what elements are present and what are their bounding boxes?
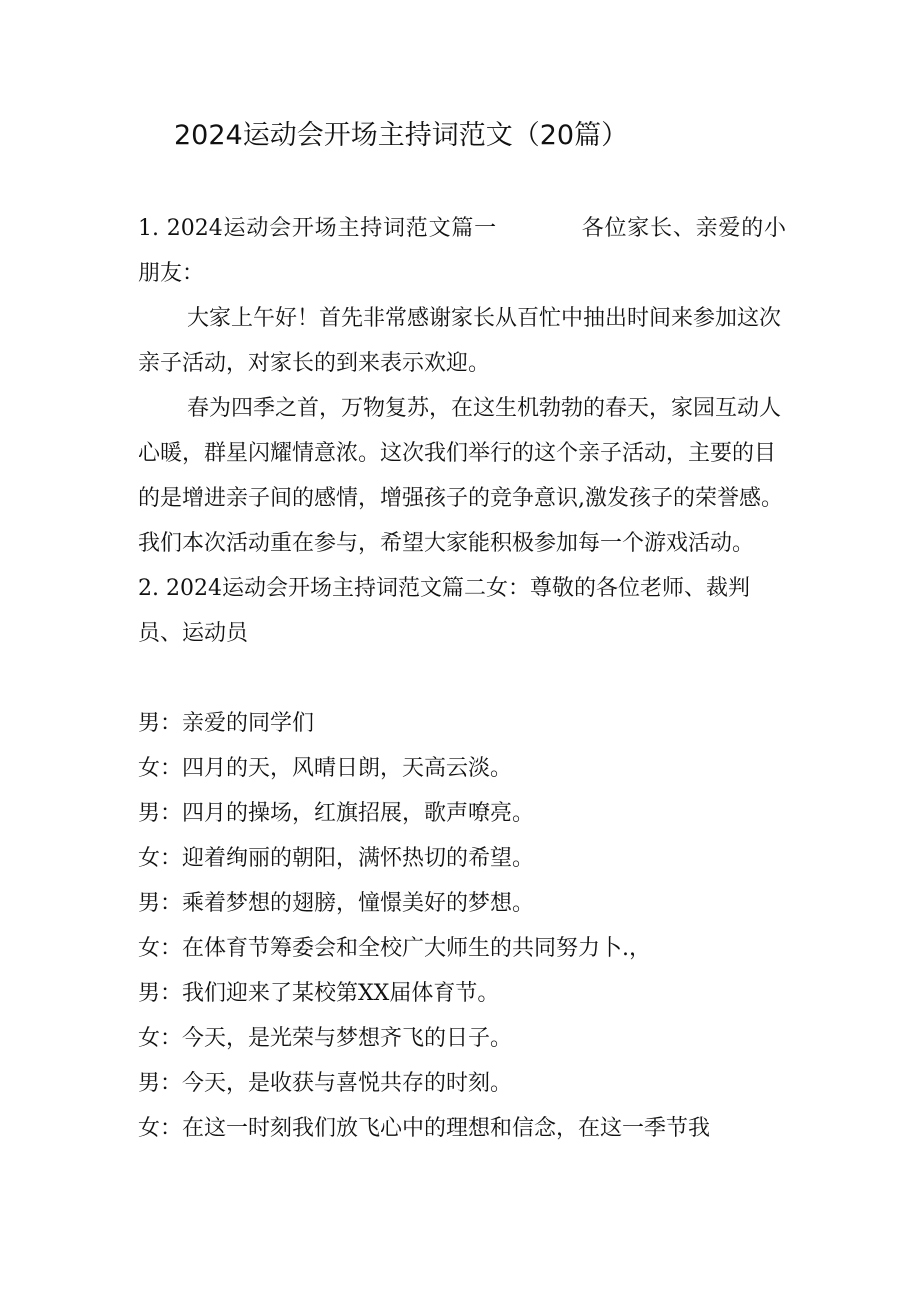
section-1-paragraph-1: 大家上午好！首先非常感谢家长从百忙中抽出时间来参加这次亲子活动，对家长的到来表示欢迎。 xyxy=(138,306,782,376)
section-2-heading: 2. 2024运动会开场主持词范文篇二女：尊敬的各位老师、裁判员、运动员 xyxy=(138,576,750,646)
dialogue-line-8: 女：今天，是光荣与梦想齐飞的日子。 xyxy=(138,1026,513,1051)
dialogue-line-3: 男：四月的操场，红旗招展，歌声嘹亮。 xyxy=(138,801,535,826)
dialogue-line-9: 男：今天，是收获与喜悦共存的时刻。 xyxy=(138,1071,513,1096)
dialogue-line-5: 男：乘着梦想的翅膀，憧憬美好的梦想。 xyxy=(138,891,535,916)
dialogue-line-1: 男：亲爱的同学们 xyxy=(138,711,315,736)
document-title: 2024运动会开场主持词范文（20篇） xyxy=(174,120,629,151)
dialogue-line-6: 女：在体育节筹委会和全校广大师生的共同努力卜.， xyxy=(138,936,651,961)
dialogue-line-2: 女：四月的天，风晴日朗，天高云淡。 xyxy=(138,756,513,781)
dialogue-line-10: 女：在这一时刻我们放飞心中的理想和信念，在这一季节我 xyxy=(138,1116,711,1141)
section-1-paragraph-2: 春为四季之首，万物复苏，在这生机勃勃的春天，家园互动人心暖，群星闪耀情意浓。这次我们举行的这个亲子活动，主要的目的是增进亲子间的感情，增强孩子的竞争意识,激发孩子的荣誉感。我们本次活动重在参与，希望大家能积极参加每一个游戏活动。 xyxy=(138,396,783,556)
section-1-heading-number: 1. 2024运动会开场主持词范文篇一 xyxy=(138,216,497,241)
dialogue-line-4: 女：迎着绚丽的朝阳，满怀热切的希望。 xyxy=(138,846,535,871)
dialogue-line-7: 男：我们迎来了某校第XX届体育节。 xyxy=(138,981,500,1006)
section-1-heading xyxy=(138,206,786,296)
document-body xyxy=(138,206,786,1151)
section-1-heading-tail: 各位家长、亲爱的小朋友： xyxy=(138,216,786,286)
blank-line xyxy=(138,656,786,701)
